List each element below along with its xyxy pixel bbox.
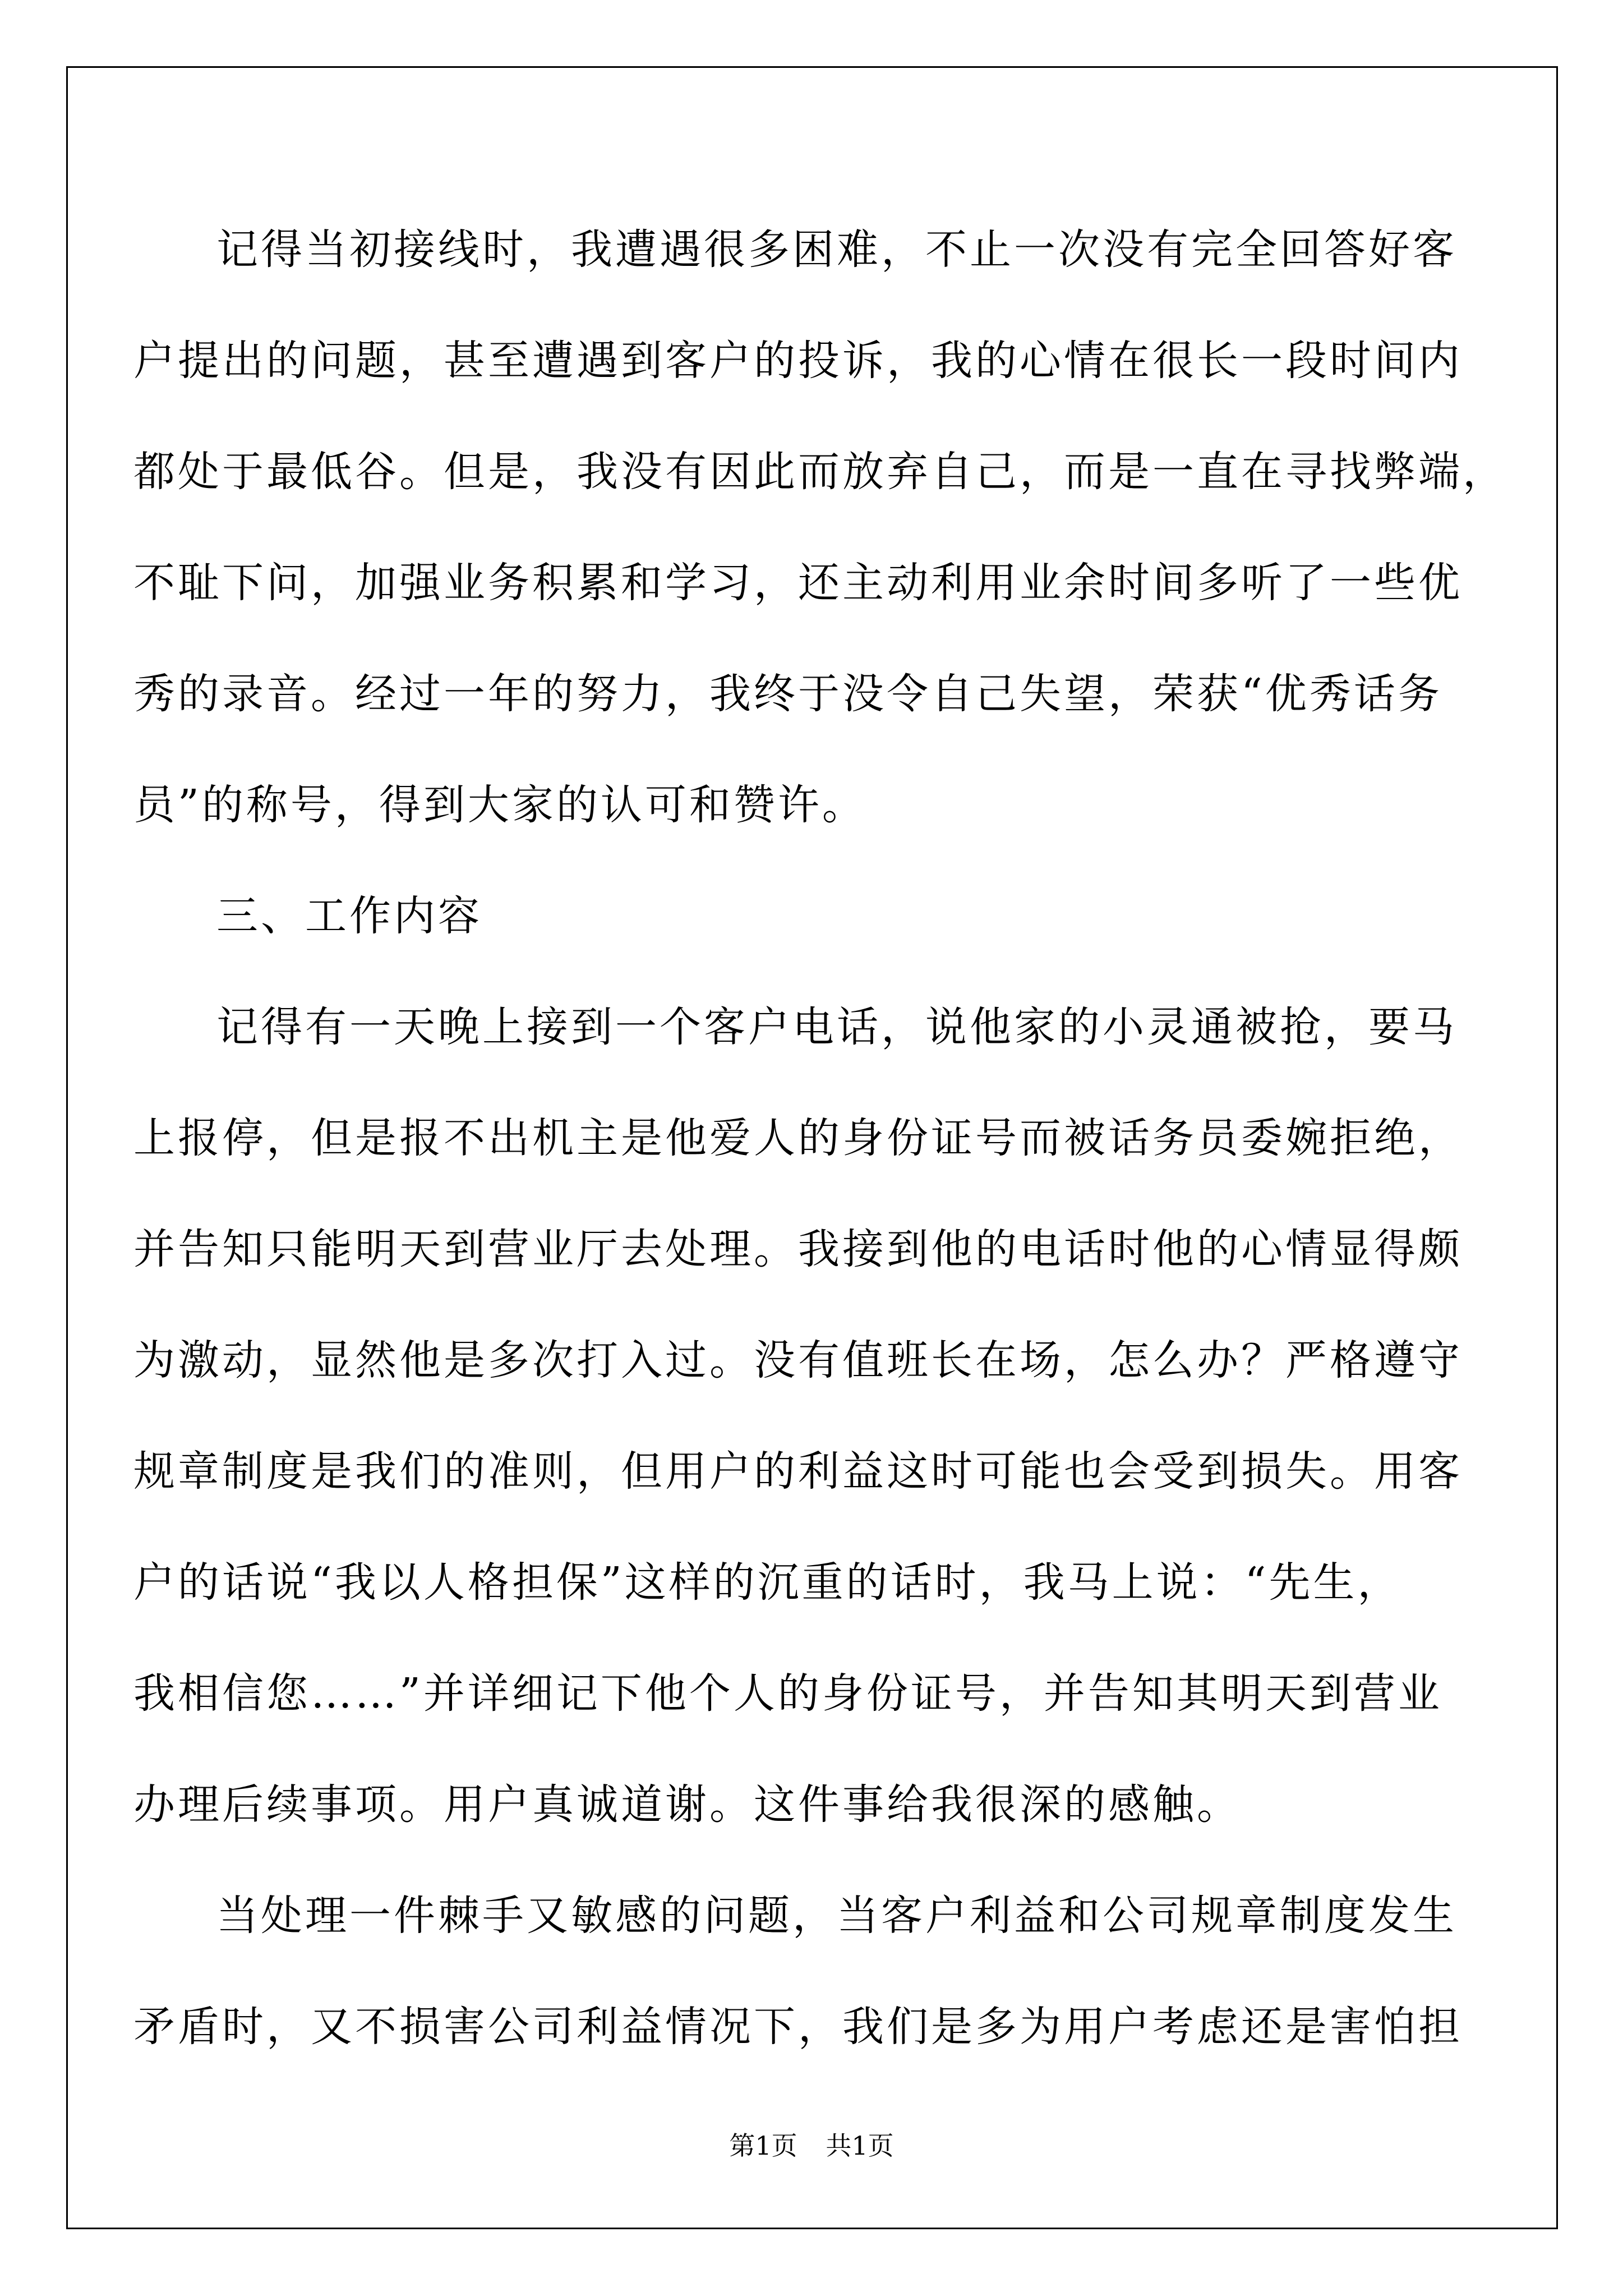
text-line: 我相信您……”并详细记下他个人的身份证号，并告知其明天到营业 bbox=[133, 1669, 1442, 1718]
text-line: 记得当初接线时，我遭遇很多困难，不止一次没有完全回答好客 bbox=[216, 226, 1457, 274]
text-line: 办理后续事项。用户真诚道谢。这件事给我很深的感触。 bbox=[133, 1780, 1241, 1829]
text-line: 都处于最低谷。但是，我没有因此而放弃自己，而是一直在寻找弊端， bbox=[133, 448, 1507, 496]
text-line: 记得有一天晚上接到一个客户电话，说他家的小灵通被抢，要马 bbox=[216, 1003, 1457, 1051]
text-line: 并告知只能明天到营业厅去处理。我接到他的电话时他的心情显得颇 bbox=[133, 1225, 1463, 1273]
text-line: 规章制度是我们的准则，但用户的利益这时可能也会受到损失。用客 bbox=[133, 1447, 1463, 1496]
text-line: 上报停，但是报不出机主是他爱人的身份证号而被话务员委婉拒绝， bbox=[133, 1114, 1463, 1162]
text-line: 户提出的问题，甚至遭遇到客户的投诉，我的心情在很长一段时间内 bbox=[133, 337, 1463, 385]
section-heading: 三、工作内容 bbox=[216, 892, 482, 940]
page-total: 共1页 bbox=[826, 2131, 894, 2161]
text-line: 不耻下问，加强业务积累和学习，还主动利用业余时间多听了一些优 bbox=[133, 559, 1463, 607]
text-line: 当处理一件棘手又敏感的问题，当客户利益和公司规章制度发生 bbox=[216, 1892, 1457, 1940]
text-line: 员”的称号，得到大家的认可和赞许。 bbox=[133, 781, 866, 829]
text-line: 为激动，显然他是多次打入过。没有值班长在场，怎么办？严格遵守 bbox=[133, 1336, 1463, 1384]
text-line: 秀的录音。经过一年的努力，我终于没令自己失望，荣获“优秀话务 bbox=[133, 670, 1442, 718]
text-line: 户的话说“我以人格担保”这样的沉重的话时，我马上说：“先生， bbox=[133, 1558, 1402, 1607]
text-line: 矛盾时，又不损害公司利益情况下，我们是多为用户考虑还是害怕担 bbox=[133, 2003, 1463, 2051]
page-footer bbox=[0, 2129, 1623, 2162]
page-number: 第1页 bbox=[729, 2131, 797, 2161]
